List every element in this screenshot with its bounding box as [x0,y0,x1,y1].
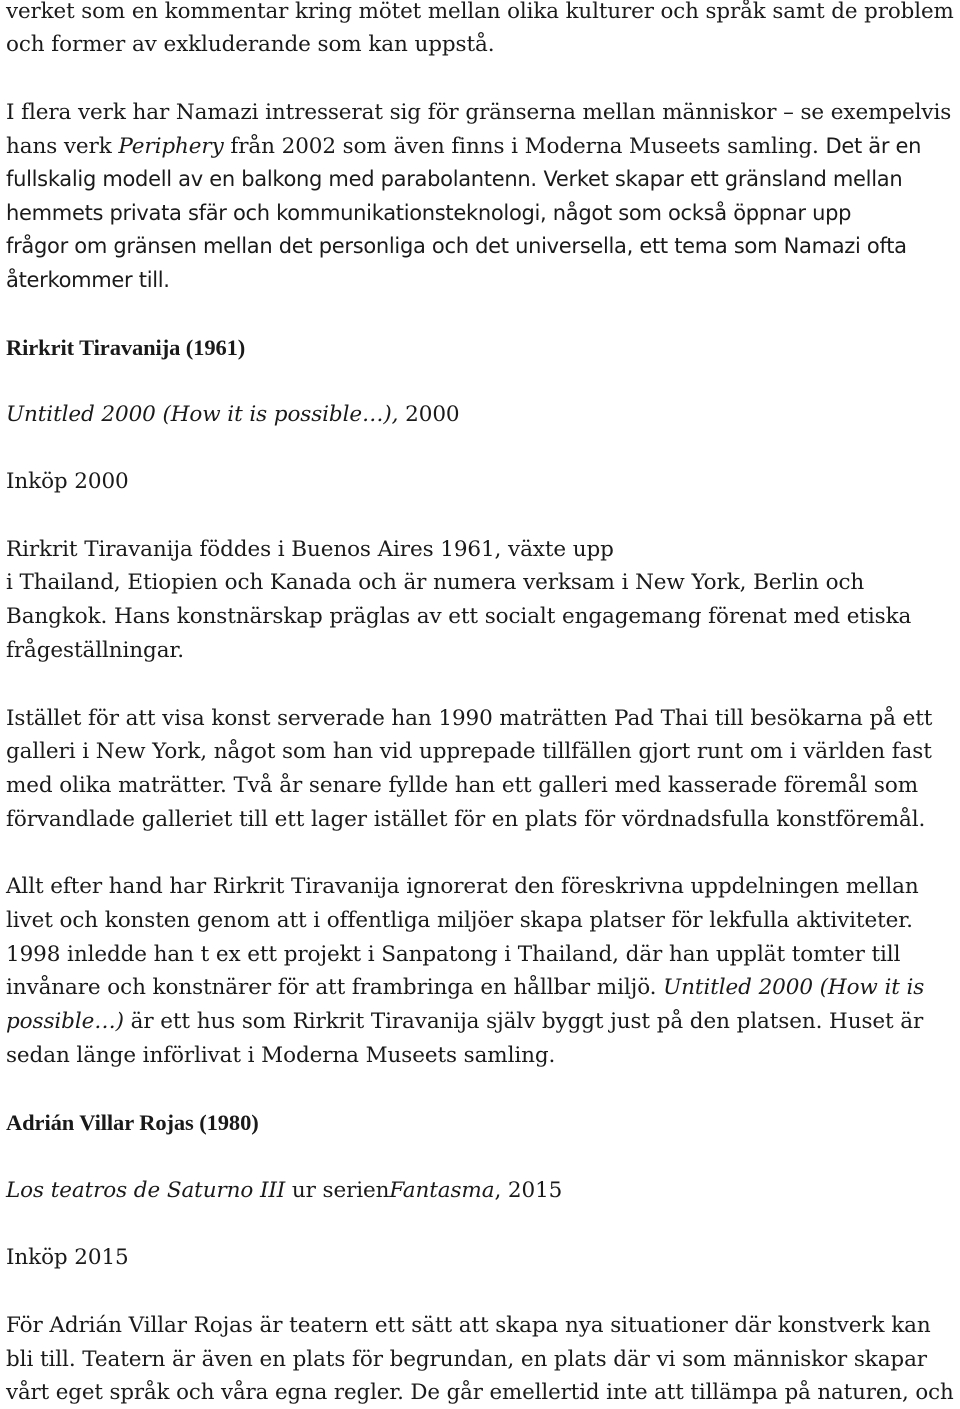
paragraph-line: förvandlade galleriet till ett lager istället för en plats för vördnadsfulla konstföremål. [6,807,926,832]
work-year: 2000 [398,402,460,427]
paragraph-line: vårt eget språk och våra egna regler. De går emellertid inte att tillämpa på naturen, och [6,1380,954,1405]
paragraph-line [6,973,924,1003]
paragraph-line: frågor om gränsen mellan det personliga och det universella, ett tema som Namazi ofta [6,234,907,258]
paragraph-line: livet och konsten genom att i offentliga miljöer skapa platser för lekfulla aktiviteter. [6,908,913,933]
work-title: Periphery [118,134,224,159]
text-span: ur serien [285,1178,390,1203]
paragraph-line: Istället för att visa konst serverade han 1990 maträtten Pad Thai till besökarna på ett [6,706,933,731]
paragraph-line: hemmets privata sfär och kommunikationsteknologi, något som också öppnar upp [6,201,852,225]
paragraph-line: För Adrián Villar Rojas är teatern ett sätt att skapa nya situationer där konstverk kan [6,1313,931,1338]
paragraph-line: frågeställningar. [6,638,184,663]
paragraph-line [6,131,921,162]
acquisition-note: Inköp 2015 [6,1245,129,1270]
text-span: Verket skapar ett gränsland mellan [543,167,903,191]
paragraph-line: med olika maträtter. Två år senare fyllde han ett galleri med kasserade föremål som [6,773,918,798]
work-title: Untitled 2000 (How it is possible…), [6,402,399,427]
section-heading: Rirkrit Tiravanija (1961) [6,335,246,360]
paragraph-line: galleri i New York, något som han vid upprepade tillfällen gjort runt om i världen fast [6,739,932,764]
text-span: är ett hus som Rirkrit Tiravanija själv byggt just på den platsen. Huset är [123,1009,924,1034]
paragraph-line [6,164,902,195]
text-span: hans verk [6,134,119,159]
paragraph-line: sedan länge införlivat i Moderna Museets samling. [6,1043,556,1068]
paragraph-line: verket som en kommentar kring mötet mellan olika kulturer och språk samt de problem [6,0,954,24]
text-span: Det är en [825,134,922,158]
section-heading: Adrián Villar Rojas (1980) [6,1110,259,1135]
text-span: invånare och konstnärer för att frambringa en hållbar miljö. [6,975,664,1000]
paragraph-line: bli till. Teatern är även en plats för begrundan, en plats där vi som människor skapar [6,1347,927,1372]
work-year: , 2015 [494,1178,563,1203]
paragraph-line: 1998 inledde han t ex ett projekt i Sanpatong i Thailand, där han upplät tomter till [6,942,901,967]
work-title: Untitled 2000 (How it is [663,975,925,1000]
paragraph-line: och former av exkluderande som kan uppstå. [6,32,495,57]
work-title: Los teatros de Saturno III [6,1178,286,1203]
paragraph-line [6,1007,923,1037]
work-title: possible…) [6,1009,124,1034]
acquisition-note: Inköp 2000 [6,469,129,494]
paragraph-line: återkommer till. [6,268,170,292]
paragraph-line: Rirkrit Tiravanija föddes i Buenos Aires 1961, växte upp [6,537,614,562]
paragraph-line: I flera verk har Namazi intresserat sig för gränserna mellan människor – se exempelvis [6,100,952,125]
text-span: fullskalig modell av en balkong med parabolantenn. [6,167,537,191]
paragraph-line: Bangkok. Hans konstnärskap präglas av ett socialt engagemang förenat med etiska [6,604,912,629]
series-title: Fantasma [389,1178,495,1203]
paragraph-line: i Thailand, Etiopien och Kanada och är numera verksam i New York, Berlin och [6,570,865,595]
work-caption [6,1176,562,1206]
paragraph-line: Allt efter hand har Rirkrit Tiravanija ignorerat den föreskrivna uppdelningen mellan [6,874,919,899]
work-caption [6,400,459,430]
text-span: från 2002 som även finns i Moderna Museets samling. [223,134,819,159]
